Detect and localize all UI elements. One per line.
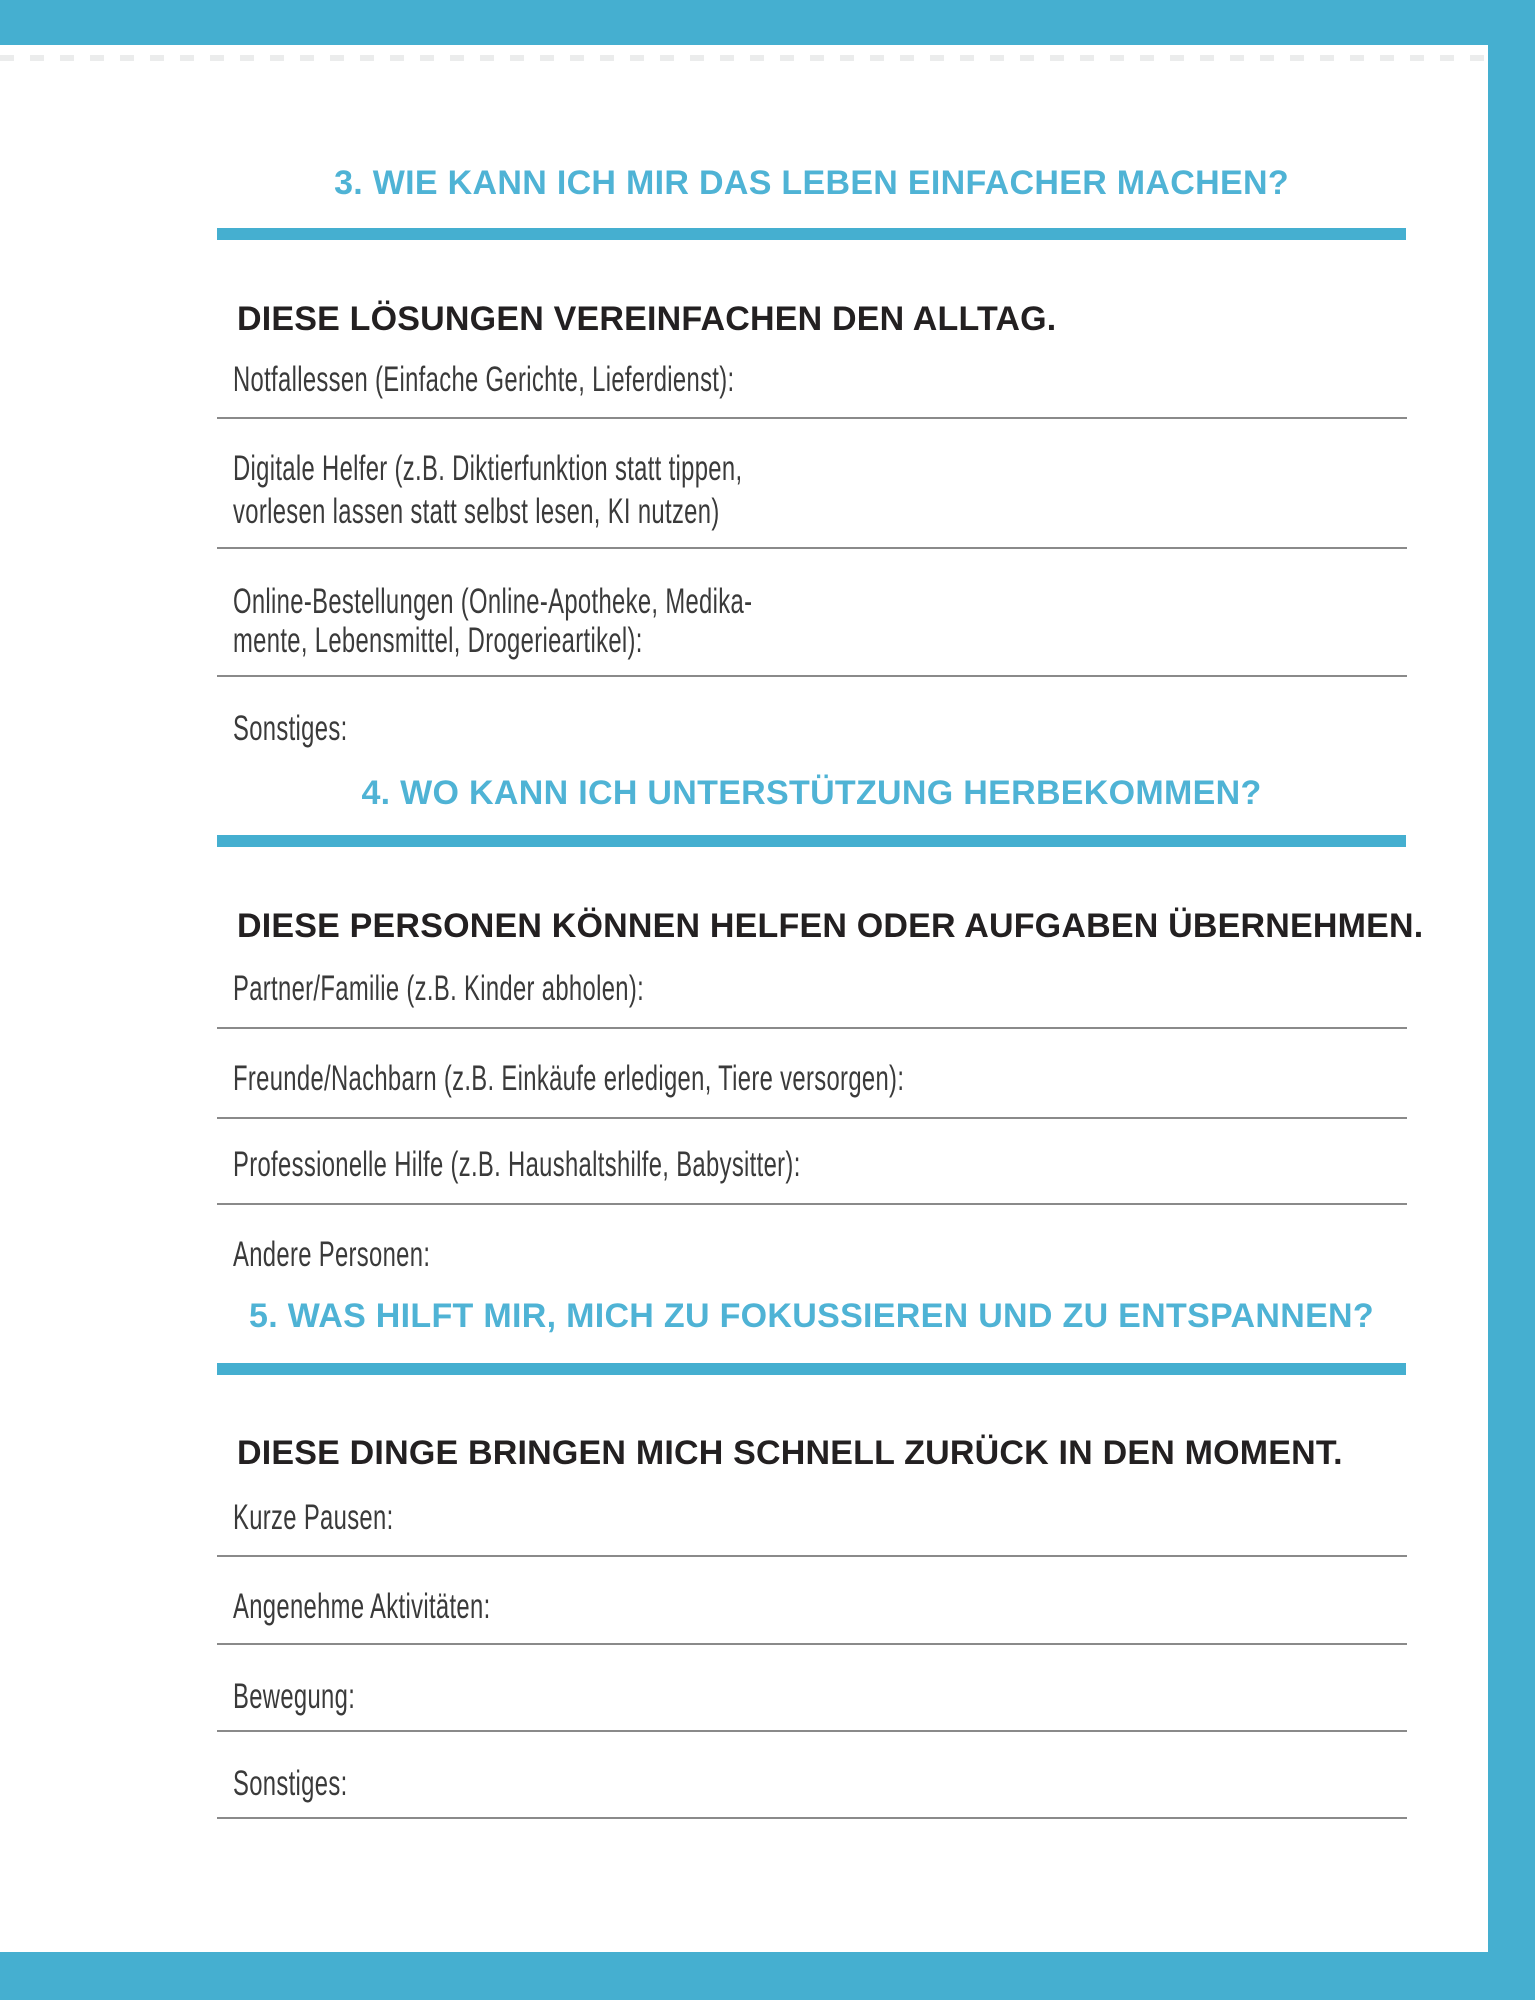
field-label-professionelle-hilfe: Professionelle Hilfe (z.B. Haushaltshilfe, Babysitter): — [233, 1145, 801, 1184]
answer-line-sonstiges-section5[interactable] — [217, 1817, 1407, 1819]
section-3-title-underline — [217, 228, 1406, 240]
field-label-notfallessen: Notfallessen (Einfache Gerichte, Lieferdienst): — [233, 360, 735, 399]
field-label-partner-familie: Partner/Familie (z.B. Kinder abholen): — [233, 969, 645, 1008]
answer-line-kurze-pausen[interactable] — [217, 1555, 1407, 1557]
answer-line-partner-familie[interactable] — [217, 1027, 1407, 1029]
section-3-title: 3. WIE KANN ICH MIR DAS LEBEN EINFACHER MACHEN? — [334, 164, 1289, 202]
answer-line-digitale-helfer[interactable] — [217, 547, 1407, 549]
page-border-top — [0, 0, 1535, 45]
section-4-title-underline — [217, 835, 1406, 847]
answer-line-professionelle-hilfe[interactable] — [217, 1203, 1407, 1205]
answer-line-bewegung[interactable] — [217, 1730, 1407, 1732]
section-5-subheading: DIESE DINGE BRINGEN MICH SCHNELL ZURÜCK IN DEN MOMENT. — [237, 1434, 1343, 1472]
page-border-right — [1488, 0, 1535, 2000]
answer-line-angenehme-aktivitaeten[interactable] — [217, 1643, 1407, 1645]
section-5-title: 5. WAS HILFT MIR, MICH ZU FOKUSSIEREN UND ZU ENTSPANNEN? — [249, 1297, 1374, 1335]
section-3-subheading: DIESE LÖSUNGEN VEREINFACHEN DEN ALLTAG. — [237, 300, 1057, 338]
field-label-sonstiges-section3: Sonstiges: — [233, 709, 348, 748]
section-4-subheading: DIESE PERSONEN KÖNNEN HELFEN ODER AUFGABEN ÜBERNEHMEN. — [237, 907, 1424, 945]
page-border-bottom — [0, 1952, 1535, 2000]
field-label-freunde-nachbarn: Freunde/Nachbarn (z.B. Einkäufe erledigen, Tiere versorgen): — [233, 1059, 905, 1098]
section-4-title: 4. WO KANN ICH UNTERSTÜTZUNG HERBEKOMMEN? — [361, 774, 1262, 812]
scan-texture-line — [0, 55, 1488, 61]
field-label-kurze-pausen: Kurze Pausen: — [233, 1498, 394, 1537]
field-label-bewegung: Bewegung: — [233, 1677, 356, 1716]
answer-line-freunde-nachbarn[interactable] — [217, 1117, 1407, 1119]
field-label-digitale-helfer-line2: vorlesen lassen statt selbst lesen, KI nutzen) — [233, 492, 720, 531]
field-label-andere-personen: Andere Personen: — [233, 1235, 431, 1274]
field-label-online-bestellungen-line2: mente, Lebensmittel, Drogerieartikel): — [233, 621, 643, 660]
section-5-title-underline — [217, 1363, 1406, 1375]
answer-line-notfallessen[interactable] — [217, 417, 1407, 419]
field-label-online-bestellungen-line1: Online-Bestellungen (Online-Apotheke, Medika- — [233, 582, 753, 621]
field-label-angenehme-aktivitaeten: Angenehme Aktivitäten: — [233, 1587, 491, 1626]
field-label-digitale-helfer-line1: Digitale Helfer (z.B. Diktierfunktion statt tippen, — [233, 449, 743, 488]
field-label-sonstiges-section5: Sonstiges: — [233, 1764, 348, 1803]
answer-line-online-bestellungen[interactable] — [217, 675, 1407, 677]
